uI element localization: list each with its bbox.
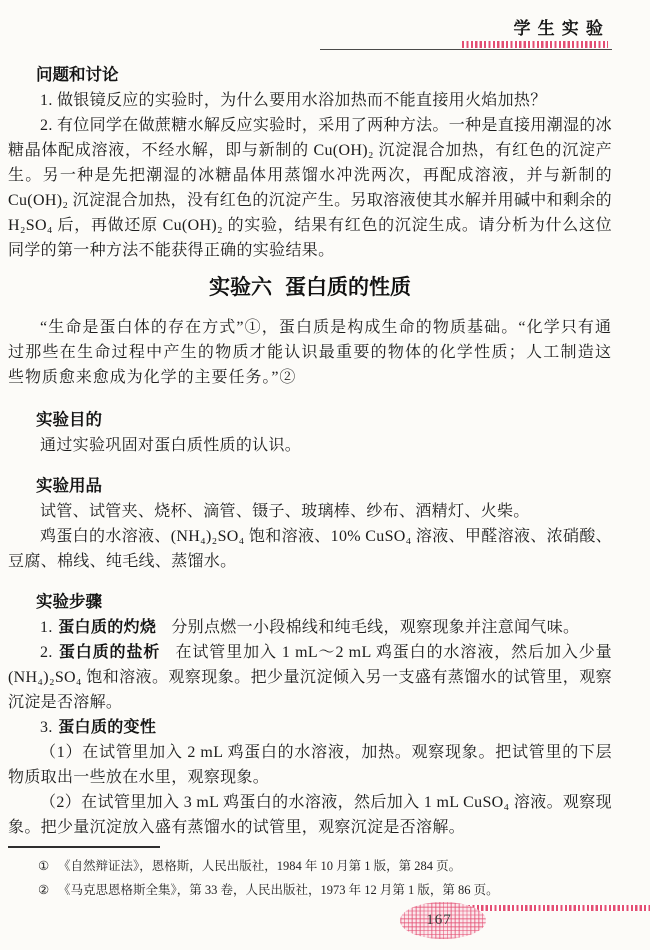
step-3-sub-2: （2）在试管里加入 3 mL 鸡蛋白的水溶液，然后加入 1 mL CuSO₄ 溶液。观察现象。把少量沉淀放入盛有蒸馏水的试管里，观察沉淀是否溶解。 [8, 794, 612, 836]
running-head-title: 学生实验 [513, 19, 610, 38]
step-2-lead: 蛋白质的盐析 [58, 644, 161, 661]
supplies-line-2: 鸡蛋白的水溶液、(NH₄)₂SO₄ 饱和溶液、10% CuSO₄ 溶液、甲醛溶液、浓硝酸、豆腐、棉线、纯毛线、蒸馏水。 [8, 528, 612, 570]
footnote-list [8, 854, 612, 902]
footnote-2-marker: ② [38, 883, 50, 897]
header-stripe-band [462, 41, 608, 48]
footnote-item [38, 854, 612, 878]
steps-heading: 实验步骤 [36, 593, 102, 611]
intro-quote: “生命是蛋白体的存在方式”①，蛋白质是构成生命的物质基础。“化学只有通过那些在生命过程中产生的物质才能认识最重要的物体的化学性质；人工制造这些物质愈来愈成为化学的主要任务。”② [8, 319, 612, 386]
footnote-item [38, 878, 612, 902]
step-3-sub-1: （1）在试管里加入 2 mL 鸡蛋白的水溶液，加热。观察现象。把试管里的下层物质取出一些放在水里，观察现象。 [8, 744, 612, 786]
step-2-text: 在试管里加入 1 mL～2 mL 鸡蛋白的水溶液，然后加入少量 (NH₄)₂SO₄ 饱和溶液。观察现象。把少量沉淀倾入另一支盛有蒸馏水的试管里，观察沉淀是否溶解。 [8, 644, 613, 711]
page-number-badge [400, 902, 486, 939]
step-3-lead: 蛋白质的变性 [58, 719, 157, 736]
step-1 [8, 615, 612, 640]
step-2-number: 2. [40, 644, 53, 661]
supplies-heading: 实验用品 [36, 477, 102, 495]
page-number-tail-line [468, 905, 650, 911]
step-3-heading [8, 715, 612, 740]
discussion-question-1: 1. 做银镜反应的实验时，为什么要用水浴加热而不能直接用火焰加热？ [40, 92, 547, 109]
supplies-line-1: 试管、试管夹、烧杯、滴管、镊子、玻璃棒、纱布、酒精灯、火柴。 [40, 503, 530, 520]
experiment-name: 蛋白质的性质 [285, 276, 411, 299]
purpose-heading: 实验目的 [36, 411, 102, 429]
experiment-number: 实验六 [208, 276, 272, 299]
step-3-number: 3. [40, 719, 53, 736]
step-1-number: 1. [40, 619, 53, 636]
footnote-1-marker: ① [38, 859, 50, 873]
discussion-question-2: 2. 有位同学在做蔗糖水解反应实验时，采用了两种方法。一种是直接用潮湿的冰糖晶体配成溶液，不经水解，即与新制的 Cu(OH)₂ 沉淀混合加热，有红色的沉淀产生。另一种是先把潮湿的冰糖晶体用蒸馏水冲洗两次，再配成溶液，并与新制的 Cu(OH)₂ 沉淀混合加热，没有红色的沉淀产生。另取溶液使其水解并用碱中和剩余的 H₂SO₄ 后，再做还原 Cu(OH)₂ 的实验，结果有红色的沉淀生成。请分析为什么这位同学的第一种方法不能获得正确的实验结果。 [8, 117, 612, 259]
page-number-text: 167 [426, 912, 452, 928]
purpose-text: 通过实验巩固对蛋白质性质的认识。 [40, 437, 302, 454]
header-rule [320, 49, 612, 50]
experiment-title [8, 273, 612, 303]
page-header [8, 18, 612, 39]
footnote-2-text: 《马克思恩格斯全集》，第 33 卷，人民出版社，1973 年 12 月第 1 版，第 86 页。 [57, 883, 499, 897]
page-number-area [8, 904, 612, 948]
step-1-text: 分别点燃一小段棉线和纯毛线，观察现象并注意闻气味。 [171, 619, 580, 636]
footnote-divider [8, 846, 160, 848]
footnote-1-text: 《自然辩证法》，恩格斯，人民出版社，1984 年 10 月第 1 版，第 284 页。 [57, 859, 462, 873]
step-2 [8, 640, 612, 715]
step-1-lead: 蛋白质的灼烧 [58, 619, 157, 636]
discussion-heading: 问题和讨论 [36, 66, 119, 84]
